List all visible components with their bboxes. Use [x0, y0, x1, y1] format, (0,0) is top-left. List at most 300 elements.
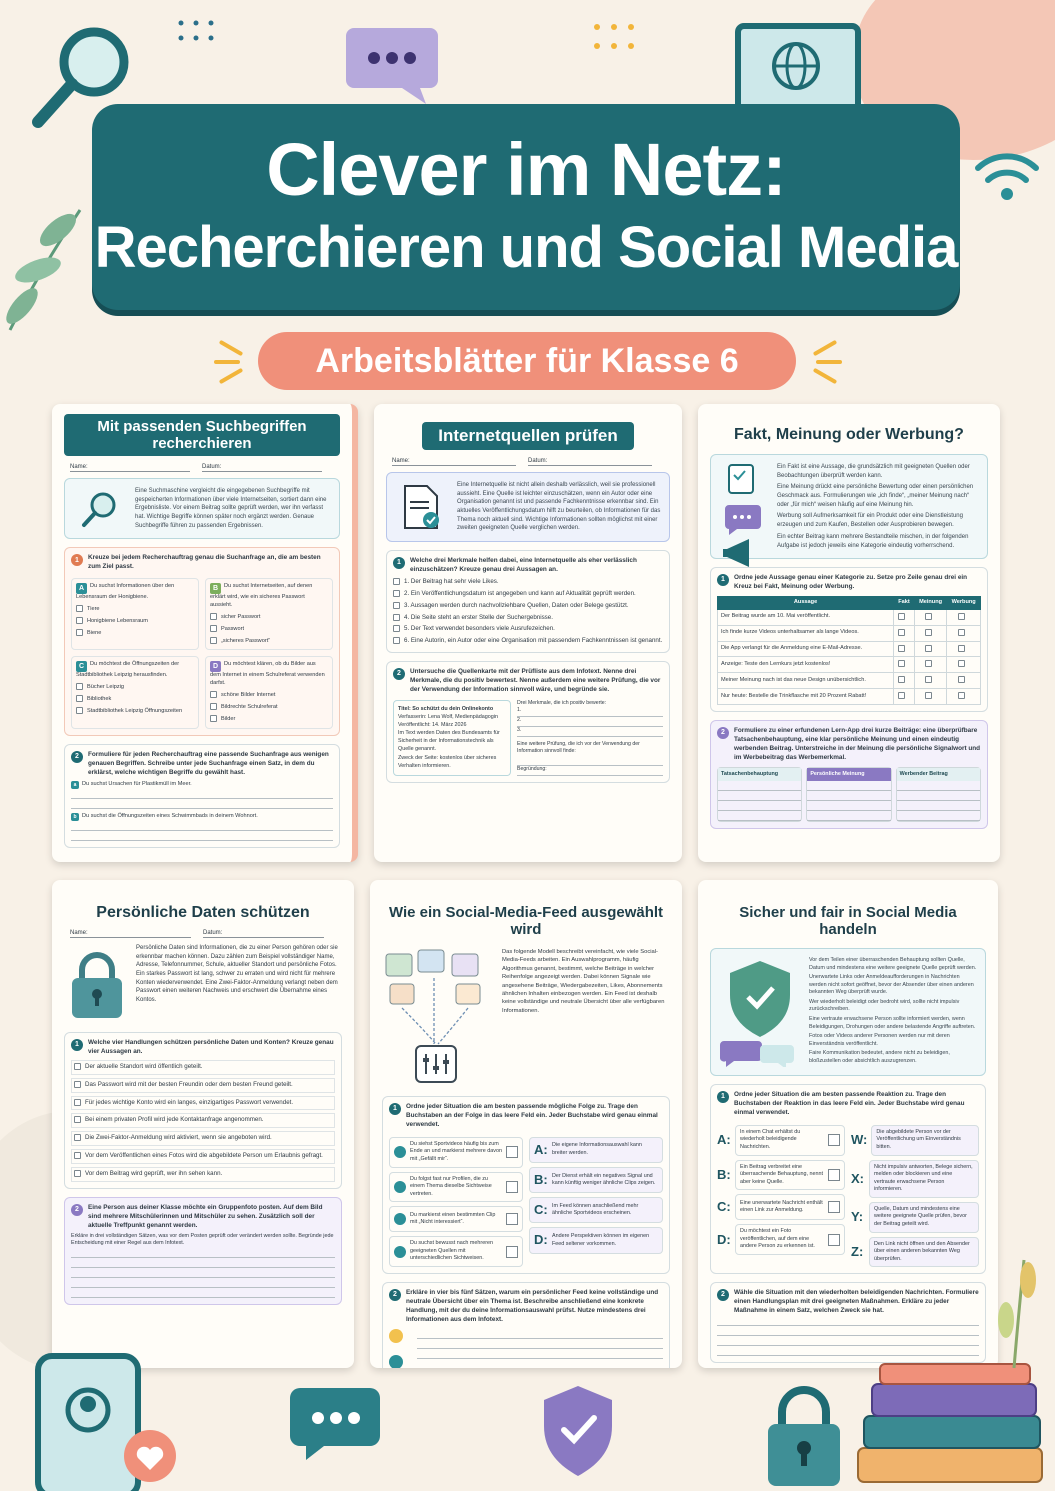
checkbox[interactable]	[74, 1081, 81, 1088]
answer-line[interactable]	[71, 1268, 335, 1278]
info-box	[710, 454, 988, 559]
result-letter: B:	[534, 1172, 548, 1188]
answer-label: Begründung:	[517, 765, 547, 772]
checkbox[interactable]	[210, 691, 217, 698]
source-purpose: Zweck der Seite: kostenlos über sicheres Verhalten informieren.	[398, 754, 497, 769]
task-item: Du suchst die Öffnungszeiten eines Schwimmbads in deinem Wohnort.	[82, 813, 258, 820]
name-date-row	[70, 930, 336, 938]
task-number: 2	[71, 751, 83, 763]
task-2	[710, 1282, 986, 1363]
checkbox[interactable]	[393, 614, 400, 621]
source-card	[393, 700, 511, 776]
task-instruction: Ordne jeder Situation die am besten passende Reaktion zu. Trage den Buchstaben der Reaktion in das leere Feld ein. Jeder Buchstabe wird genau einmal verwendet.	[734, 1091, 965, 1116]
reaction-card	[869, 1237, 979, 1268]
task-2	[710, 720, 988, 829]
answer-line[interactable]	[417, 1349, 663, 1359]
checkbox[interactable]	[925, 613, 932, 620]
task-1	[382, 1096, 670, 1274]
profile-icon	[394, 1181, 406, 1193]
title-banner	[92, 104, 960, 310]
dots-decor-icon	[176, 18, 246, 58]
checkbox[interactable]	[74, 1099, 81, 1106]
situation-text: Du folgst fast nur Profilen, die zu einem Thema dieselbe Sichtweise vertreten.	[410, 1175, 492, 1197]
answer-line[interactable]	[517, 756, 663, 766]
situation-text: Ein Beitrag verbreitet eine überraschende Behauptung, nennt aber keine Quelle.	[740, 1163, 824, 1185]
checkbox[interactable]	[393, 590, 400, 597]
option-label: 2. Ein Veröffentlichungsdatum ist angegeben und kann auf Aktualität geprüft werden.	[404, 590, 636, 598]
option-label: Bei einem privaten Profil wird jede Kontaktanfrage angenommen.	[85, 1116, 264, 1124]
option-label: Bilder	[221, 715, 236, 722]
name-label: Name:	[70, 930, 191, 938]
checkbox[interactable]	[74, 1116, 81, 1123]
reaction-letter: Z:	[851, 1243, 864, 1259]
situation-card	[389, 1206, 523, 1232]
chat-bubble-icon	[344, 22, 440, 106]
task-1	[64, 547, 340, 735]
column-header: Fakt	[894, 597, 915, 610]
search-icon	[394, 1246, 406, 1258]
answer-line[interactable]	[71, 1278, 335, 1288]
answer-line[interactable]	[717, 1316, 979, 1326]
statement-cell: Ich finde kurze Videos unterhaltsamer als lange Videos.	[718, 625, 894, 641]
situation-text: In einem Chat erhältst du wiederholt beleidigende Nachrichten.	[740, 1128, 801, 1151]
checkbox[interactable]	[925, 660, 932, 667]
result-text: Im Feed können anschließend mehr ähnliche Sportvideos erscheinen.	[552, 1202, 639, 1217]
checkbox[interactable]	[958, 692, 965, 699]
option-label: Für jedes wichtige Konto wird ein langes, einzigartiges Passwort verwendet.	[85, 1098, 294, 1106]
option-label: sicher Passwort	[221, 614, 261, 621]
task-subtext: Erkläre in drei vollständigen Sätzen, was vor dem Posten geprüft oder verändert werden sollte. Begründe jede Entscheidung mit einer Regel aus dem Infotext.	[71, 1232, 334, 1247]
sparkle-icon	[214, 360, 240, 364]
column-header: Werbender Beitrag	[897, 768, 980, 782]
task-number: 1	[389, 1103, 401, 1115]
result-card	[529, 1167, 663, 1193]
situation-letter: C:	[717, 1199, 731, 1215]
card-question: Du suchst Internetseiten, auf denen erklärt wird, wie ein sicheres Passwort aussieht.	[210, 583, 313, 609]
lightbulb-icon	[389, 1329, 403, 1343]
answer-line[interactable]	[517, 727, 663, 737]
checkbox[interactable]	[74, 1063, 81, 1070]
option-label: Vor dem Beitrag wird geprüft, wer ihn sehen kann.	[85, 1169, 223, 1177]
checkbox[interactable]	[210, 703, 217, 710]
document-check-icon	[401, 484, 441, 530]
task-instruction: Eine Person aus deiner Klasse möchte ein Gruppenfoto posten. Auf dem Bild sind mehrere Mitschülerinnen und Mitschüler zu sehen. Zusätzlich soll der aktuelle Treffpunkt genannt werden.	[88, 1203, 323, 1229]
task-2	[382, 1282, 670, 1368]
task-number: 1	[717, 1091, 729, 1103]
answer-box[interactable]	[828, 1201, 840, 1213]
checkbox[interactable]	[898, 660, 905, 667]
checkbox[interactable]	[74, 1170, 81, 1177]
task-number: 2	[393, 668, 405, 680]
answer-line[interactable]	[71, 789, 333, 799]
option-label: Passwort	[221, 625, 245, 632]
answer-line[interactable]	[71, 1248, 335, 1258]
answer-line[interactable]	[897, 781, 980, 791]
task-number: 1	[71, 1039, 83, 1051]
option-label: Honigbiene Lebensraum	[87, 618, 148, 624]
checkbox[interactable]	[393, 602, 400, 609]
answer-line[interactable]	[517, 717, 663, 727]
choice-card-d: D Du möchtest klären, ob du Bilder aus dem Internet in einem Schulreferat verwenden darfst. schöne Bilder Internet Bildrechte Schulreferat Bilder	[205, 656, 333, 728]
answer-column	[717, 767, 802, 823]
task-instruction: Wähle die Situation mit den wiederholten beleidigenden Nachrichten. Formuliere einen Handlungsplan mit drei geeigneten Maßnahmen. Erkläre zu jeder Maßnahme in einem Satz, welchen Zweck sie hat.	[734, 1289, 979, 1315]
checkbox[interactable]	[898, 692, 905, 699]
info-text: Eine Suchmaschine vergleicht die eingegebenen Suchbegriffe mit gespeicherten Informationen über viele Internetseiten, sortiert dann eine Ergebnisliste. Vor einem Beitrag sollte geprüft werden, wer ihn verfasst hat. Wichtige Begriffe können später noch ergänzt werden. Genaue Suchbegriffe führen zu passenden Ergebnissen.	[135, 488, 327, 529]
checkbox[interactable]	[958, 629, 965, 636]
name-label: Name:	[392, 458, 516, 466]
source-note: Im Text werden Daten des Bundesamts für Sicherheit in der Informationstechnik als Quelle genannt.	[398, 730, 500, 753]
answer-label: 3.	[517, 727, 522, 734]
column-header: Aussage	[718, 597, 894, 610]
checkbox[interactable]	[898, 613, 905, 620]
worksheet-personal-data	[52, 880, 354, 1368]
answer-line[interactable]	[718, 801, 801, 811]
task-1	[710, 567, 988, 712]
situation-card	[389, 1137, 523, 1168]
answer-line[interactable]	[71, 821, 333, 831]
smartphone-heart-icon	[28, 1350, 188, 1491]
result-card	[529, 1197, 663, 1223]
task-1	[64, 1032, 342, 1189]
option-label: Bibliothek	[87, 696, 112, 703]
answer-column	[896, 767, 981, 823]
sparkle-icon	[219, 368, 244, 384]
worksheet-safe-social-media	[698, 880, 998, 1368]
column-header: Tatsachenbehauptung	[718, 768, 801, 782]
sparkle-icon	[219, 340, 244, 356]
worksheet-search-terms	[52, 404, 358, 862]
close-icon	[394, 1213, 406, 1225]
source-date: Veröffentlicht: 14. März 2026	[398, 722, 467, 729]
answer-label: 2.	[517, 717, 522, 724]
answer-line[interactable]	[417, 1329, 663, 1339]
result-card	[529, 1227, 663, 1253]
result-letter: A:	[534, 1141, 548, 1157]
info-section	[64, 944, 342, 1024]
task-instruction: Ordne jeder Situation die am besten passende mögliche Folge zu. Trage den Buchstaben an der Folge in das leere Feld ein. Jeder Buchstabe wird genau einmal verwendet.	[406, 1103, 658, 1128]
answer-line[interactable]	[807, 791, 890, 801]
info-text: Faire Kommunikation bedeutet, andere nicht zu beleidigen, bloßzustellen oder absichtlich auszugrenzen.	[809, 1050, 950, 1064]
column-header: Persönliche Meinung	[807, 768, 890, 782]
choice-card-a: A Du suchst Informationen über den Lebensraum der Honigbiene. Tiere Honigbiene Lebensraum Biene	[71, 578, 199, 650]
answer-line[interactable]	[717, 1336, 979, 1346]
option-label: 3. Aussagen werden durch nachvollziehbare Quellen, Daten oder Belege gestützt.	[404, 601, 629, 609]
option-label: Der aktuelle Standort wird öffentlich geteilt.	[85, 1063, 203, 1071]
situation-card	[735, 1194, 845, 1220]
result-letter: C:	[534, 1202, 548, 1218]
task-instruction: Welche drei Merkmale helfen dabei, eine Internetquelle als eher verlässlich einzuschätzen? Kreuze genau drei Aussagen an.	[410, 557, 637, 574]
choice-card-c: C Du möchtest die Öffnungszeiten der Stadtbibliothek Leipzig herausfinden. Bücher Leipzig Bibliothek Stadtbibliothek Leipzig Öffnungszeiten	[71, 656, 199, 728]
checkbox[interactable]	[210, 625, 217, 632]
card-question: Du möchtest die Öffnungszeiten der Stadtbibliothek Leipzig herausfinden.	[76, 661, 180, 679]
table-row	[718, 673, 981, 689]
answer-line[interactable]	[807, 811, 890, 821]
answer-column	[806, 767, 891, 823]
option-label: Vor dem Veröffentlichen eines Fotos wird die abgebildete Person um Erlaubnis gefragt.	[85, 1152, 323, 1160]
checkbox[interactable]	[958, 676, 965, 683]
situation-card	[389, 1172, 523, 1203]
answer-box[interactable]	[506, 1246, 518, 1258]
checkbox[interactable]	[898, 645, 905, 652]
leaf-decor-icon	[984, 1250, 1044, 1370]
task-instruction: Erkläre in vier bis fünf Sätzen, warum ein persönlicher Feed keine vollständige und neutrale Übersicht über ein Thema ist. Beschreibe anschließend eine konkrete Handlung, mit der du deine Informationsauswahl prüfst. Nutze mindestens drei Informationen aus dem Infotext.	[406, 1288, 659, 1323]
name-label: Name:	[70, 464, 190, 472]
answer-line[interactable]	[71, 831, 333, 841]
statement-cell: Der Beitrag wurde am 10. Mai veröffentlicht.	[718, 609, 894, 625]
checkbox[interactable]	[393, 578, 400, 585]
answer-line[interactable]	[807, 781, 890, 791]
info-text: Werbung soll Aufmerksamkeit für ein Produkt oder eine Dienstleistung erzeugen und zum Kaufen, Bestellen oder Ausprobieren bewegen.	[777, 513, 963, 529]
reaction-letter: X:	[851, 1170, 864, 1186]
source-author: Verfasserin: Lena Wolf, Medienpädagogin	[398, 713, 498, 720]
checkbox[interactable]	[958, 645, 965, 652]
statement-cell: Meiner Meinung nach ist das neue Design unübersichtlich.	[718, 673, 894, 689]
column-header: Meinung	[914, 597, 946, 610]
situation-text: Du suchst bewusst nach mehreren geeigneten Quellen mit unterschiedlichen Sichtweisen.	[410, 1240, 493, 1262]
statement-cell: Die App verlangt für die Anmeldung eine E-Mail-Adresse.	[718, 641, 894, 657]
info-box	[64, 478, 340, 539]
option-label: Bildrechte Schulreferat	[221, 703, 278, 710]
date-label: Datum:	[202, 464, 322, 472]
table-row	[718, 657, 981, 673]
result-card	[529, 1137, 663, 1163]
statement-cell: Nur heute: Bestelle die Trinkflasche mit 20 Prozent Rabatt!	[718, 689, 894, 705]
info-section	[382, 948, 670, 1088]
result-text: Die eigene Informationsauswahl kann breiter werden.	[552, 1142, 642, 1156]
answer-label: 1.	[517, 707, 522, 714]
table-row	[718, 625, 981, 641]
answer-line[interactable]	[417, 1339, 663, 1349]
info-text: Vor dem Teilen einer überraschenden Behauptung sollten Quelle, Datum und mindestens eine weitere geeignete Quelle geprüft werden.	[809, 957, 977, 971]
sparkle-icon	[813, 368, 838, 384]
card-question: Du suchst Informationen über den Lebensraum der Honigbiene.	[76, 583, 175, 601]
task-number: 1	[71, 554, 83, 566]
answer-line[interactable]	[71, 1288, 335, 1298]
table-row	[718, 641, 981, 657]
shield-check-icon	[540, 1384, 616, 1480]
answer-line[interactable]	[517, 766, 663, 776]
info-text: Wer wiederholt beleidigt oder bedroht wird, sollte nicht impulsiv zurückschreiben.	[809, 998, 960, 1013]
fact-opinion-ad-icons	[721, 463, 765, 573]
chat-bubble-icon	[288, 1384, 384, 1464]
task-number: 1	[717, 574, 729, 586]
answer-label: Eine weitere Prüfung, die ich vor der Verwendung der Information sinnvoll finde:	[517, 741, 640, 755]
table-row	[718, 689, 981, 705]
answer-line[interactable]	[717, 1346, 979, 1356]
task-number: 2	[71, 1204, 83, 1216]
task-instruction: Ordne jede Aussage genau einer Kategorie zu. Setze pro Zeile genau drei ein Kreuz bei Fakt, Meinung oder Werbung.	[734, 574, 968, 591]
checkbox[interactable]	[393, 625, 400, 632]
reaction-text: Die abgebildete Person vor der Veröffentlichung um Einverständnis bitten.	[876, 1128, 961, 1151]
task-instruction: Untersuche die Quellenkarte mit der Prüfliste aus dem Infotext. Nenne drei Merkmale, die du positiv bewertest. Nenne außerdem eine weitere Prüfung, die vor der Verwendung der Information sinnvoll wäre, und begründe sie.	[410, 667, 661, 693]
checkbox[interactable]	[925, 692, 932, 699]
task-number: 2	[717, 1289, 729, 1301]
date-label: Datum:	[528, 458, 652, 466]
answer-box[interactable]	[506, 1213, 518, 1225]
option-label: Biene	[87, 629, 102, 636]
page-title: Clever im Netz:	[266, 127, 786, 211]
answer-line[interactable]	[897, 791, 980, 801]
worksheet-social-feed	[370, 880, 682, 1368]
padlock-icon	[764, 1382, 844, 1490]
info-text: Ein Fakt ist eine Aussage, die grundsätzlich mit geeigneten Quellen oder Beobachtungen überprüft werden kann.	[777, 464, 970, 479]
column-header: Werbung	[947, 597, 981, 610]
checkbox[interactable]	[76, 617, 83, 624]
classification-table	[717, 596, 981, 705]
situation-letter: A:	[717, 1132, 731, 1148]
option-label: Die Zwei-Faktor-Anmeldung wird aktiviert, wenn sie angeboten wird.	[85, 1134, 272, 1142]
info-text: Unerwartete Links oder Anmeldeaufforderungen in Nachrichten werden nicht sofort geöffnet, bevor der Absender über einen anderen bekannten Weg überprüft wurde.	[809, 974, 974, 996]
info-box	[710, 948, 986, 1076]
sparkle-icon	[813, 340, 838, 356]
sheet-title: Fakt, Meinung oder Werbung?	[734, 426, 964, 443]
situation-text: Du markierst einen bestimmten Clip mit „Nicht interessiert“.	[410, 1211, 496, 1226]
checkbox[interactable]	[76, 683, 83, 690]
situation-card	[389, 1236, 523, 1267]
reaction-card	[869, 1202, 979, 1233]
task-number: 2	[717, 727, 729, 739]
answer-line[interactable]	[897, 801, 980, 811]
checkbox[interactable]	[958, 660, 965, 667]
answer-line[interactable]	[71, 1258, 335, 1268]
task-instruction: Kreuze bei jedem Recherchauftrag genau die Suchanfrage an, die am besten zum Ziel passt.	[88, 554, 321, 571]
dots-decor-icon	[592, 22, 652, 62]
answer-box[interactable]	[506, 1181, 518, 1193]
reaction-card	[869, 1160, 979, 1198]
answer-label: Drei Merkmale, die ich positiv bewerte:	[517, 699, 607, 706]
answer-line[interactable]	[417, 1359, 663, 1368]
result-text: Andere Perspektiven können im eigenen Feed seltener vorkommen.	[552, 1233, 650, 1247]
situation-letter: D:	[717, 1231, 731, 1247]
name-date-row	[392, 458, 664, 466]
answer-line[interactable]	[807, 801, 890, 811]
sheet-title: Persönliche Daten schützen	[96, 904, 310, 921]
table-row	[718, 609, 981, 625]
sheet-title: Mit passenden Suchbegriffen recherchieren	[64, 414, 340, 456]
magnifier-icon	[79, 489, 119, 529]
task-item: Du suchst Ursachen für Plastikmüll im Meer.	[82, 781, 192, 788]
task-1	[386, 550, 670, 653]
sheet-title: Sicher und fair in Social Media handeln	[739, 904, 957, 938]
situation-card	[735, 1224, 845, 1255]
answer-box[interactable]	[828, 1234, 840, 1246]
option-label: Tiere	[87, 606, 100, 613]
feed-algorithm-diagram-icon	[382, 948, 494, 1088]
checkbox[interactable]	[74, 1152, 81, 1159]
info-text: Eine Meinung drückt eine persönliche Bewertung oder einen persönlichen Geschmack aus. Formulierungen wie „ich finde“, „meiner Meinung nach“ oder „für mich“ weisen häufig auf eine Meinung hin.	[777, 484, 974, 508]
heart-icon	[394, 1146, 406, 1158]
checkbox[interactable]	[210, 715, 217, 722]
situation-card	[735, 1125, 845, 1156]
checkbox[interactable]	[925, 676, 932, 683]
card-question: Du möchtest klären, ob du Bilder aus dem Internet in einem Schulreferat verwenden darfst.	[210, 661, 325, 687]
task-2	[64, 1197, 342, 1305]
worksheet-internet-sources	[374, 404, 682, 862]
shield-chat-icon	[720, 957, 798, 1067]
info-text: Eine vertraute erwachsene Person sollte informiert werden, wenn Beleidigungen, Drohungen oder andere belastende Angriffe auftreten.	[809, 1015, 976, 1030]
reaction-text: Den Link nicht öffnen und den Absender über einen anderen bekannten Weg überprüfen.	[874, 1240, 970, 1262]
info-text: Persönliche Daten sind Informationen, die zu einer Person gehören oder sie erkennbar machen können. Dazu zählen zum Beispiel vollständiger Name, Adresse, Telefonnummer, Schule, aktueller Standort und persönliche Fotos. Ein starkes Passwort ist lang, schwer zu erraten und wird nicht für mehrere Konten wiederverwendet. Eine Zwei-Faktor-Anmeldung verlangt neben dem Passwort einen weiteren Nachweis und erschwert die Übernahme eines Kontos.	[136, 945, 338, 1004]
info-text: Das folgende Modell beschreibt vereinfacht, wie viele Social-Media-Feeds arbeiten. Ein Auswahlprogramm, häufig Algorithmus genannt, bestimmt, welche Beiträge in welcher Reihenfolge angezeigt werden. Dabei können Signale wie angesehene Beiträge, Wiedergabezeiten, Likes, Abonnements ähnlichen Inhalten einbezogen werden. Ein Feed ist deshalb keine vollständige und neutrale Übersicht über alle verfügbaren Informationen.	[502, 949, 665, 1014]
task-instruction: Formuliere zu einer erfundenen Lern-App drei kurze Beiträge: eine überprüfbare Tatsachenbehauptung, eine klar persönliche Meinung und einen eindeutig werbenden Beitrag. Unterstreiche in der Meinung die persönliche Signalwort und im Werbebeitrag das Werbemerkmal.	[734, 726, 981, 761]
sheet-title: Wie ein Social-Media-Feed ausgewählt wird	[388, 904, 664, 938]
subtitle-pill: Arbeitsblätter für Klasse 6	[258, 332, 796, 390]
situation-text: Eine unerwartete Nachricht enthält einen Link zur Anmeldung.	[740, 1199, 823, 1214]
checkbox[interactable]	[898, 676, 905, 683]
checkbox[interactable]	[958, 613, 965, 620]
sheet-title: Internetquellen prüfen	[422, 422, 633, 450]
checkbox[interactable]	[76, 629, 83, 636]
option-label: Stadtbibliothek Leipzig Öffnungszeiten	[87, 707, 183, 714]
checkbox[interactable]	[76, 605, 83, 612]
result-text: Der Dienst erhält ein negatives Signal und kann künftig weniger ähnliche Clips zeigen.	[552, 1172, 656, 1187]
date-label: Datum:	[203, 930, 324, 938]
checkbox[interactable]	[74, 1134, 81, 1141]
answer-line[interactable]	[717, 1326, 979, 1336]
statement-cell: Anzeige: Teste den Lernkurs jetzt kostenlos!	[718, 657, 894, 673]
answer-line[interactable]	[718, 791, 801, 801]
checkbox[interactable]	[210, 637, 217, 644]
answer-box[interactable]	[828, 1169, 840, 1181]
answer-line[interactable]	[517, 707, 663, 717]
reaction-text: Quelle, Datum und mindestens eine weitere geeignete Quelle prüfen, bevor der Beitrag geteilt wird.	[874, 1205, 967, 1227]
answer-box[interactable]	[828, 1134, 840, 1146]
option-label: schöne Bilder Internet	[221, 692, 276, 699]
checkbox[interactable]	[393, 637, 400, 644]
info-text: Fotos oder Videos anderer Personen werden nur mit deren Einverständnis veröffentlicht.	[809, 1033, 950, 1047]
reaction-letter: W:	[851, 1132, 868, 1148]
checkbox[interactable]	[210, 613, 217, 620]
task-1	[710, 1084, 986, 1274]
info-text: Eine Internetquelle ist nicht allein deshalb verlässlich, weil sie professionell aussieht. Eine Quelle ist leichter einzuschätzen, wenn ein Autor oder eine Organisation genannt ist und passende Fachkenntnisse erkennbar sind. Ein aktuelles Veröffentlichungsdatum hilft zu beurteilen, ob Informationen für das Thema noch aktuell sind. Wichtige Informationen sollten möglichst mit einer zweiten geeigneten Quelle verglichen werden.	[457, 482, 661, 532]
source-title: Titel: So schützt du dein Onlinekonto	[398, 705, 494, 712]
worksheet-fact-opinion-ad	[698, 404, 1000, 862]
option-label: 1. Der Beitrag hat sehr viele Likes.	[404, 578, 499, 586]
task-number: 2	[389, 1289, 401, 1301]
checkbox[interactable]	[76, 707, 83, 714]
reaction-text: Nicht impulsiv antworten, Belege sichern, melden oder blockieren und eine vertraute erwachsene Person informieren.	[874, 1163, 973, 1193]
option-label: 5. Der Text verwendet besonders viele Ausrufezeichen.	[404, 625, 555, 633]
task-2: 2 Formuliere für jeden Recherchauftrag eine passende Suchanfrage aus wenigen genauen Begriffen. Schreibe unter jede Suchanfrage einen Satz, in dem du erklärst, welche wichtigen Begriffe du gewählt hast. a Du suchst Ursachen für Plastikmüll im Meer. b Du suchst die Öffnungszeiten eines Schwimmbads in deinem Wohnort.	[64, 744, 340, 849]
situation-letter: B:	[717, 1166, 731, 1182]
checkbox[interactable]	[925, 629, 932, 636]
checkbox[interactable]	[898, 629, 905, 636]
books-stack-icon	[850, 1360, 1050, 1491]
page-title-line2: Recherchieren und Social Media	[94, 214, 958, 280]
answer-line[interactable]	[718, 811, 801, 821]
option-label: 4. Die Seite steht an erster Stelle der Suchergebnisse.	[404, 613, 553, 621]
option-label: Das Passwort wird mit der besten Freundin oder dem besten Freund geteilt.	[85, 1080, 293, 1088]
checkbox[interactable]	[76, 695, 83, 702]
task-number: 1	[393, 557, 405, 569]
answer-line[interactable]	[71, 799, 333, 809]
name-date-row	[70, 464, 334, 472]
padlock-icon	[68, 950, 126, 1024]
answer-line[interactable]	[718, 781, 801, 791]
sparkle-icon	[816, 360, 842, 364]
situation-text: Du siehst Sportvideos häufig bis zum Ende an und markierst mehrere davon mit „Gefällt mir“.	[410, 1140, 502, 1163]
answer-box[interactable]	[506, 1146, 518, 1158]
wifi-icon	[972, 146, 1042, 206]
info-box	[386, 472, 670, 542]
reaction-letter: Y:	[851, 1209, 864, 1225]
situation-text: Du möchtest ein Foto veröffentlichen, auf dem eine andere Person zu erkennen ist.	[740, 1228, 815, 1250]
task-2	[386, 661, 670, 783]
answer-line[interactable]	[897, 811, 980, 821]
option-label: 6. Eine Autorin, ein Autor oder eine Organisation mit passendem Fachkenntnissen ist genannt.	[404, 637, 663, 645]
checkbox[interactable]	[925, 645, 932, 652]
leaf-decor-icon	[0, 180, 90, 340]
